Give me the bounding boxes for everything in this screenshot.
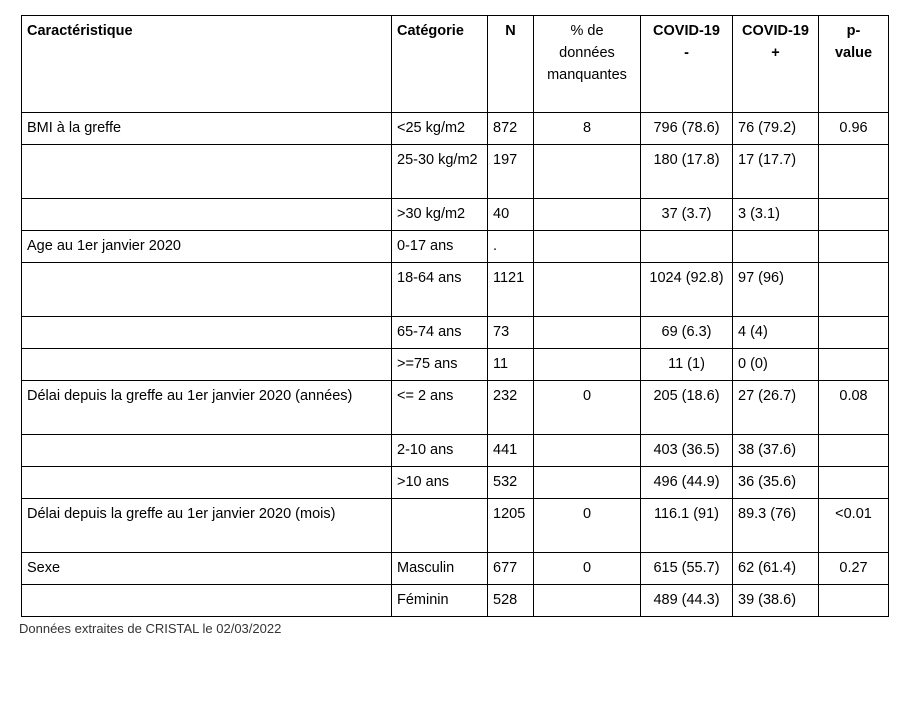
- header-categorie: Catégorie: [392, 16, 488, 113]
- cell-categorie: 25-30 kg/m2: [392, 145, 488, 199]
- cell-covid-neg: 116.1 (91): [641, 499, 733, 553]
- cell-covid-pos: 97 (96): [733, 263, 819, 317]
- cell-covid-pos: 4 (4): [733, 317, 819, 349]
- table-row: [22, 199, 889, 231]
- cell-covid-neg: 180 (17.8): [641, 145, 733, 199]
- cell-missing: [534, 467, 641, 499]
- cell-n: 677: [488, 553, 534, 585]
- cell-categorie: Masculin: [392, 553, 488, 585]
- cell-covid-pos: 0 (0): [733, 349, 819, 381]
- source-note: Données extraites de CRISTAL le 02/03/2022: [19, 621, 282, 636]
- table-row: [22, 553, 889, 585]
- cell-covid-neg: 1024 (92.8): [641, 263, 733, 317]
- table-row: [22, 113, 889, 145]
- table-row: [22, 585, 889, 617]
- table-row: [22, 381, 889, 435]
- cell-pvalue: [819, 349, 889, 381]
- cell-categorie: Féminin: [392, 585, 488, 617]
- cell-pvalue: 0.27: [819, 553, 889, 585]
- cell-covid-pos: 38 (37.6): [733, 435, 819, 467]
- header-pvalue: p- value: [819, 16, 889, 113]
- header-missing: % de données manquantes: [534, 16, 641, 113]
- cell-covid-neg: 205 (18.6): [641, 381, 733, 435]
- cell-pvalue: [819, 317, 889, 349]
- cell-covid-pos: 76 (79.2): [733, 113, 819, 145]
- cell-categorie: 0-17 ans: [392, 231, 488, 263]
- cell-n: 197: [488, 145, 534, 199]
- cell-n: 40: [488, 199, 534, 231]
- characteristics-table: [21, 15, 889, 617]
- cell-pvalue: 0.08: [819, 381, 889, 435]
- cell-caracteristique: [22, 263, 392, 317]
- cell-covid-pos: 62 (61.4): [733, 553, 819, 585]
- table-row: [22, 263, 889, 317]
- cell-pvalue: [819, 585, 889, 617]
- cell-missing: 0: [534, 499, 641, 553]
- table-row: [22, 231, 889, 263]
- cell-categorie: 65-74 ans: [392, 317, 488, 349]
- cell-pvalue: [819, 435, 889, 467]
- cell-covid-pos: 39 (38.6): [733, 585, 819, 617]
- cell-caracteristique: [22, 585, 392, 617]
- cell-covid-pos: 3 (3.1): [733, 199, 819, 231]
- cell-missing: [534, 317, 641, 349]
- cell-covid-neg: 403 (36.5): [641, 435, 733, 467]
- cell-missing: [534, 585, 641, 617]
- cell-categorie: 2-10 ans: [392, 435, 488, 467]
- cell-n: 528: [488, 585, 534, 617]
- cell-covid-pos: 89.3 (76): [733, 499, 819, 553]
- cell-missing: [534, 145, 641, 199]
- cell-caracteristique: Sexe: [22, 553, 392, 585]
- cell-pvalue: 0.96: [819, 113, 889, 145]
- table-row: [22, 467, 889, 499]
- cell-n: .: [488, 231, 534, 263]
- header-covid-neg: COVID-19 -: [641, 16, 733, 113]
- cell-pvalue: [819, 199, 889, 231]
- cell-n: 1205: [488, 499, 534, 553]
- cell-covid-pos: [733, 231, 819, 263]
- cell-pvalue: [819, 263, 889, 317]
- cell-missing: [534, 435, 641, 467]
- cell-pvalue: [819, 467, 889, 499]
- cell-n: 532: [488, 467, 534, 499]
- table-row: [22, 145, 889, 199]
- cell-missing: [534, 231, 641, 263]
- cell-covid-neg: 615 (55.7): [641, 553, 733, 585]
- cell-covid-neg: 37 (3.7): [641, 199, 733, 231]
- table-row: [22, 349, 889, 381]
- cell-caracteristique: Délai depuis la greffe au 1er janvier 2020 (années): [22, 381, 392, 435]
- cell-caracteristique: [22, 435, 392, 467]
- cell-categorie: <= 2 ans: [392, 381, 488, 435]
- cell-categorie: <25 kg/m2: [392, 113, 488, 145]
- cell-missing: 0: [534, 553, 641, 585]
- cell-n: 232: [488, 381, 534, 435]
- header-covid-pos: COVID-19 +: [733, 16, 819, 113]
- cell-missing: [534, 263, 641, 317]
- cell-caracteristique: Age au 1er janvier 2020: [22, 231, 392, 263]
- table-row: [22, 317, 889, 349]
- cell-categorie: 18-64 ans: [392, 263, 488, 317]
- cell-covid-pos: 36 (35.6): [733, 467, 819, 499]
- cell-categorie: >=75 ans: [392, 349, 488, 381]
- cell-caracteristique: BMI à la greffe: [22, 113, 392, 145]
- cell-caracteristique: Délai depuis la greffe au 1er janvier 2020 (mois): [22, 499, 392, 553]
- cell-covid-pos: 27 (26.7): [733, 381, 819, 435]
- cell-covid-pos: 17 (17.7): [733, 145, 819, 199]
- cell-covid-neg: 11 (1): [641, 349, 733, 381]
- cell-caracteristique: [22, 349, 392, 381]
- cell-missing: 8: [534, 113, 641, 145]
- cell-covid-neg: 489 (44.3): [641, 585, 733, 617]
- cell-n: 1121: [488, 263, 534, 317]
- header-n: N: [488, 16, 534, 113]
- cell-caracteristique: [22, 145, 392, 199]
- cell-missing: [534, 349, 641, 381]
- cell-caracteristique: [22, 467, 392, 499]
- cell-covid-neg: 796 (78.6): [641, 113, 733, 145]
- cell-categorie: [392, 499, 488, 553]
- cell-missing: [534, 199, 641, 231]
- cell-pvalue: [819, 231, 889, 263]
- cell-pvalue: [819, 145, 889, 199]
- cell-n: 872: [488, 113, 534, 145]
- cell-n: 441: [488, 435, 534, 467]
- cell-n: 11: [488, 349, 534, 381]
- header-caracteristique: Caractéristique: [22, 16, 392, 113]
- cell-caracteristique: [22, 199, 392, 231]
- table-row: [22, 435, 889, 467]
- cell-covid-neg: 69 (6.3): [641, 317, 733, 349]
- cell-categorie: >10 ans: [392, 467, 488, 499]
- cell-caracteristique: [22, 317, 392, 349]
- cell-categorie: >30 kg/m2: [392, 199, 488, 231]
- cell-pvalue: <0.01: [819, 499, 889, 553]
- cell-n: 73: [488, 317, 534, 349]
- table-row: [22, 499, 889, 553]
- header-row: [22, 16, 889, 113]
- cell-covid-neg: 496 (44.9): [641, 467, 733, 499]
- cell-missing: 0: [534, 381, 641, 435]
- cell-covid-neg: [641, 231, 733, 263]
